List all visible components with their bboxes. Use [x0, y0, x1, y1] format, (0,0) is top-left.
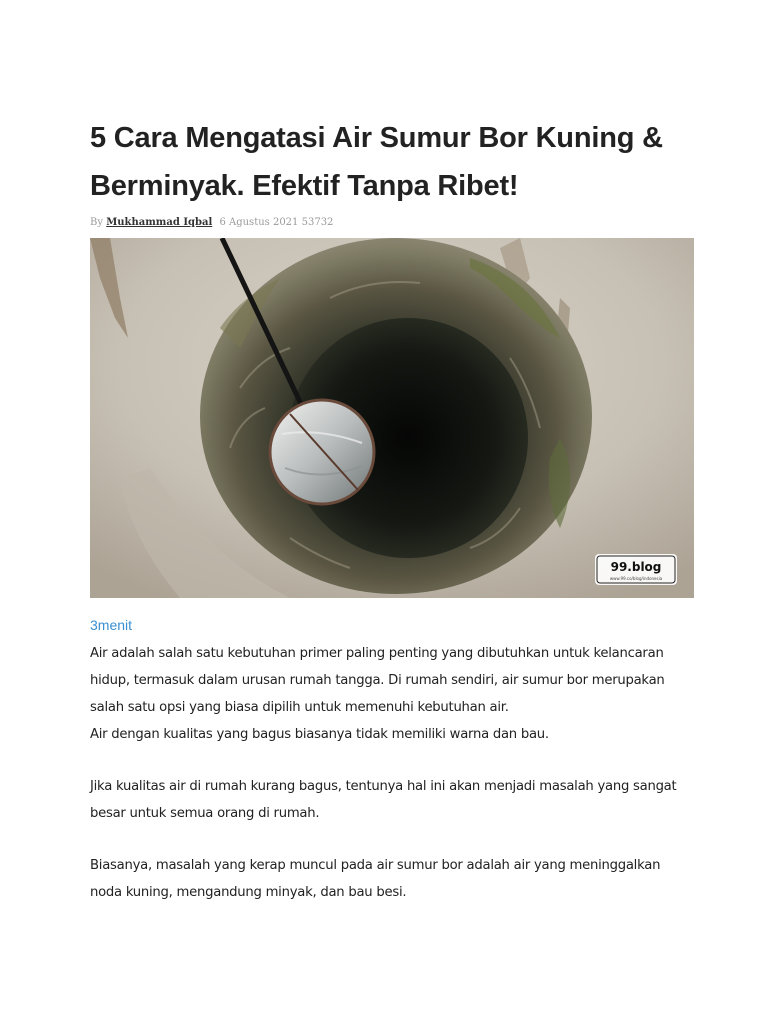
article [90, 114, 694, 900]
watermark-logo [595, 554, 677, 585]
article-title-line-2: Berminyak. Efektif Tanpa Ribet! [90, 170, 519, 202]
author-link[interactable]: Mukhammad Iqbal [106, 217, 213, 228]
view-count: 53732 [301, 217, 334, 228]
paragraph-line: salah satu opsi yang biasa dipilih untuk memenuhi kebutuhan air. [90, 700, 509, 715]
watermark-text: 99.blog [610, 560, 662, 574]
paragraph-line: Air adalah salah satu kebutuhan primer paling penting yang dibutuhkan untuk kelancaran [90, 646, 664, 661]
article-body [90, 640, 694, 931]
paragraph [90, 773, 694, 827]
paragraph-line: Biasanya, masalah yang kerap muncul pada air sumur bor adalah air yang meninggalkan [90, 858, 661, 873]
paragraph [90, 852, 694, 906]
article-title-line-1: 5 Cara Mengatasi Air Sumur Bor Kuning & [90, 122, 663, 154]
publish-date: 6 Agustus 2021 [219, 217, 299, 228]
paragraph [90, 640, 694, 748]
paragraph-line: besar untuk semua orang di rumah. [90, 806, 320, 821]
paragraph-line: Air dengan kualitas yang bagus biasanya tidak memiliki warna dan bau. [90, 727, 549, 742]
well-illustration [90, 238, 694, 598]
byline-prefix: By [90, 217, 103, 228]
article-title [90, 114, 694, 210]
article-meta [90, 216, 694, 230]
paragraph-line: noda kuning, mengandung minyak, dan bau besi. [90, 885, 407, 900]
paragraph-line: Jika kualitas air di rumah kurang bagus, tentunya hal ini akan menjadi masalah yang sangat [90, 779, 677, 794]
hero-image [90, 238, 694, 598]
watermark-subtext: www.99.co/blog/indonesia [609, 576, 663, 581]
read-time: 3menit [90, 617, 133, 633]
paragraph-line: hidup, termasuk dalam urusan rumah tangga. Di rumah sendiri, air sumur bor merupakan [90, 673, 665, 688]
